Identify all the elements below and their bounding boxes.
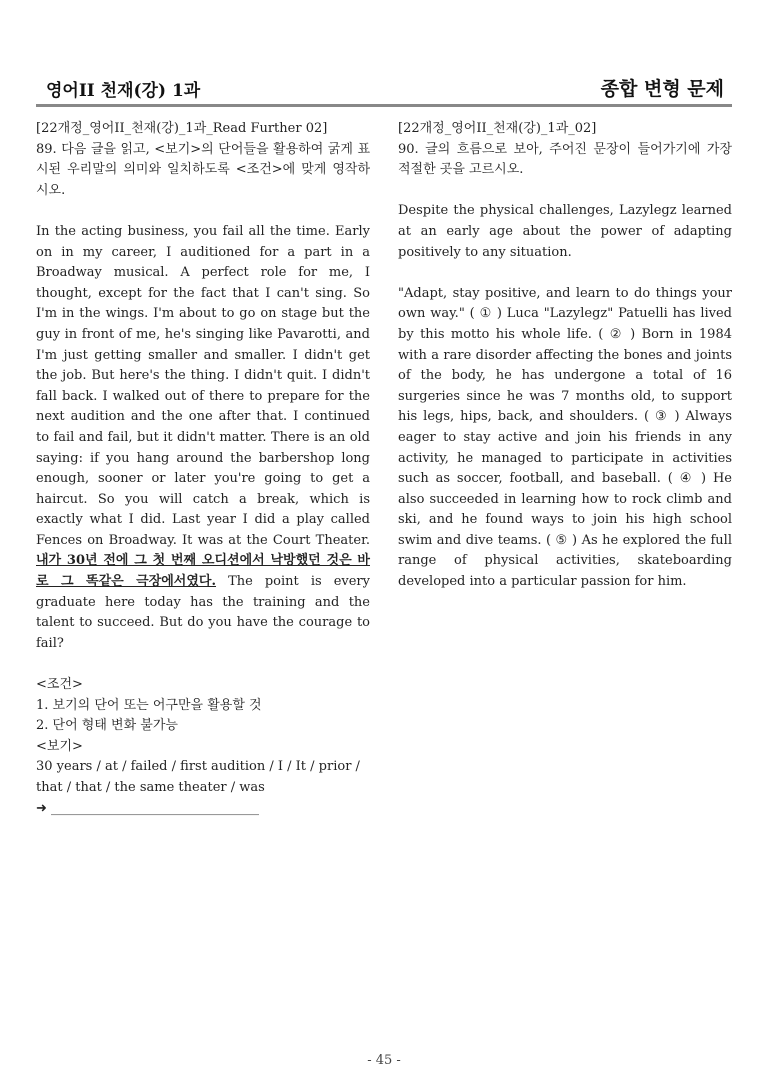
q90-given-sentence: Despite the physical challenges, Lazylegz learned at an early age about the power of adapting positively to any situation. [398,203,732,260]
q89-answer-line: ➜ ________________________________ [36,800,260,816]
q89-passage [36,222,370,654]
q89-bogi-words: 30 years / at / failed / first audition / I / It / prior / that / that / the same theater / was [36,759,360,795]
q89-condition-1: 1. 보기의 단어 또는 어구만을 활용할 것 [36,697,262,713]
q90-passage: "Adapt, stay positive, and learn to do things your own way." ( ① ) Luca "Lazylegz" Patuelli has lived by this motto his whole life. ( ② ) Born in 1984 with a rare disorder affecting the bones and joints of the body, he has undergone a total of 16 surgeries since he was 7 months old, to support his legs, hips, back, and shoulders. ( ③ ) Always eager to stay active and join his friends in any activity, he managed to participate in activities such as soccer, football, and baseball. ( ④ ) He also succeeded in learning how to rock climb and ski, and he found ways to join his high school swim and dive teams. ( ⑤ ) As he explored the full range of physical activities, skateboarding developed into a particular passion for him. [398,285,732,590]
page-number: - 45 - [367,1053,401,1068]
question-90 [398,119,732,593]
header-section-title: 종합 변형 문제 [600,78,724,100]
q89-conditions-title: <조건> [36,677,83,693]
q89-bogi-title: <보기> [36,738,83,754]
header-subject: 영어II 천재(강) 1과 [46,81,201,101]
q90-prompt: 90. 글의 흐름으로 보아, 주어진 문장이 들어가기에 가장 적절한 곳을 고르시오. [398,141,732,178]
q89-bold-korean: 내가 30년 전에 그 첫 번째 오디션에서 낙방했던 것은 바로 그 똑같은 극장에서였다. [36,553,370,590]
page-header [36,72,732,107]
q89-condition-2: 2. 단어 형태 변화 불가능 [36,718,178,734]
question-89 [36,119,370,819]
q89-passage-text-before: In the acting business, you fail all the time. Early on in my career, I auditioned for a part in a Broadway musical. A perfect role for me, I thought, except for the fact that I can't sing. So I'm in the wings. I'm about to go on stage but the guy in front of me, he's singing like Pavarotti, and I'm just getting smaller and smaller. I didn't get the job. But here's the thing. I didn't quit. I didn't fall back. I walked out of there to prepare for the next audition and the one after that. I continued to fail and fail, but it didn't matter. There is an old saying: if you hang around the barbershop long enough, sooner or later you're going to get a haircut. So you will catch a break, which is exactly what I did. Last year I did a play called Fences on Broadway. It was at the Court Theater. [36,223,370,548]
q90-source: [22개정_영어II_천재(강)_1과_02] [398,121,597,136]
q89-source: [22개정_영어II_천재(강)_1과_Read Further 02] [36,121,328,136]
q89-passage-text-after: The point is every graduate here today has the training and the talent to succeed. But do you have the courage to fail? [36,574,370,651]
q89-prompt: 89. 다음 글을 읽고, <보기>의 단어들을 활용하여 굵게 표시된 우리말의 의미와 일치하도록 <조건>에 맞게 영작하시오. [36,141,370,198]
